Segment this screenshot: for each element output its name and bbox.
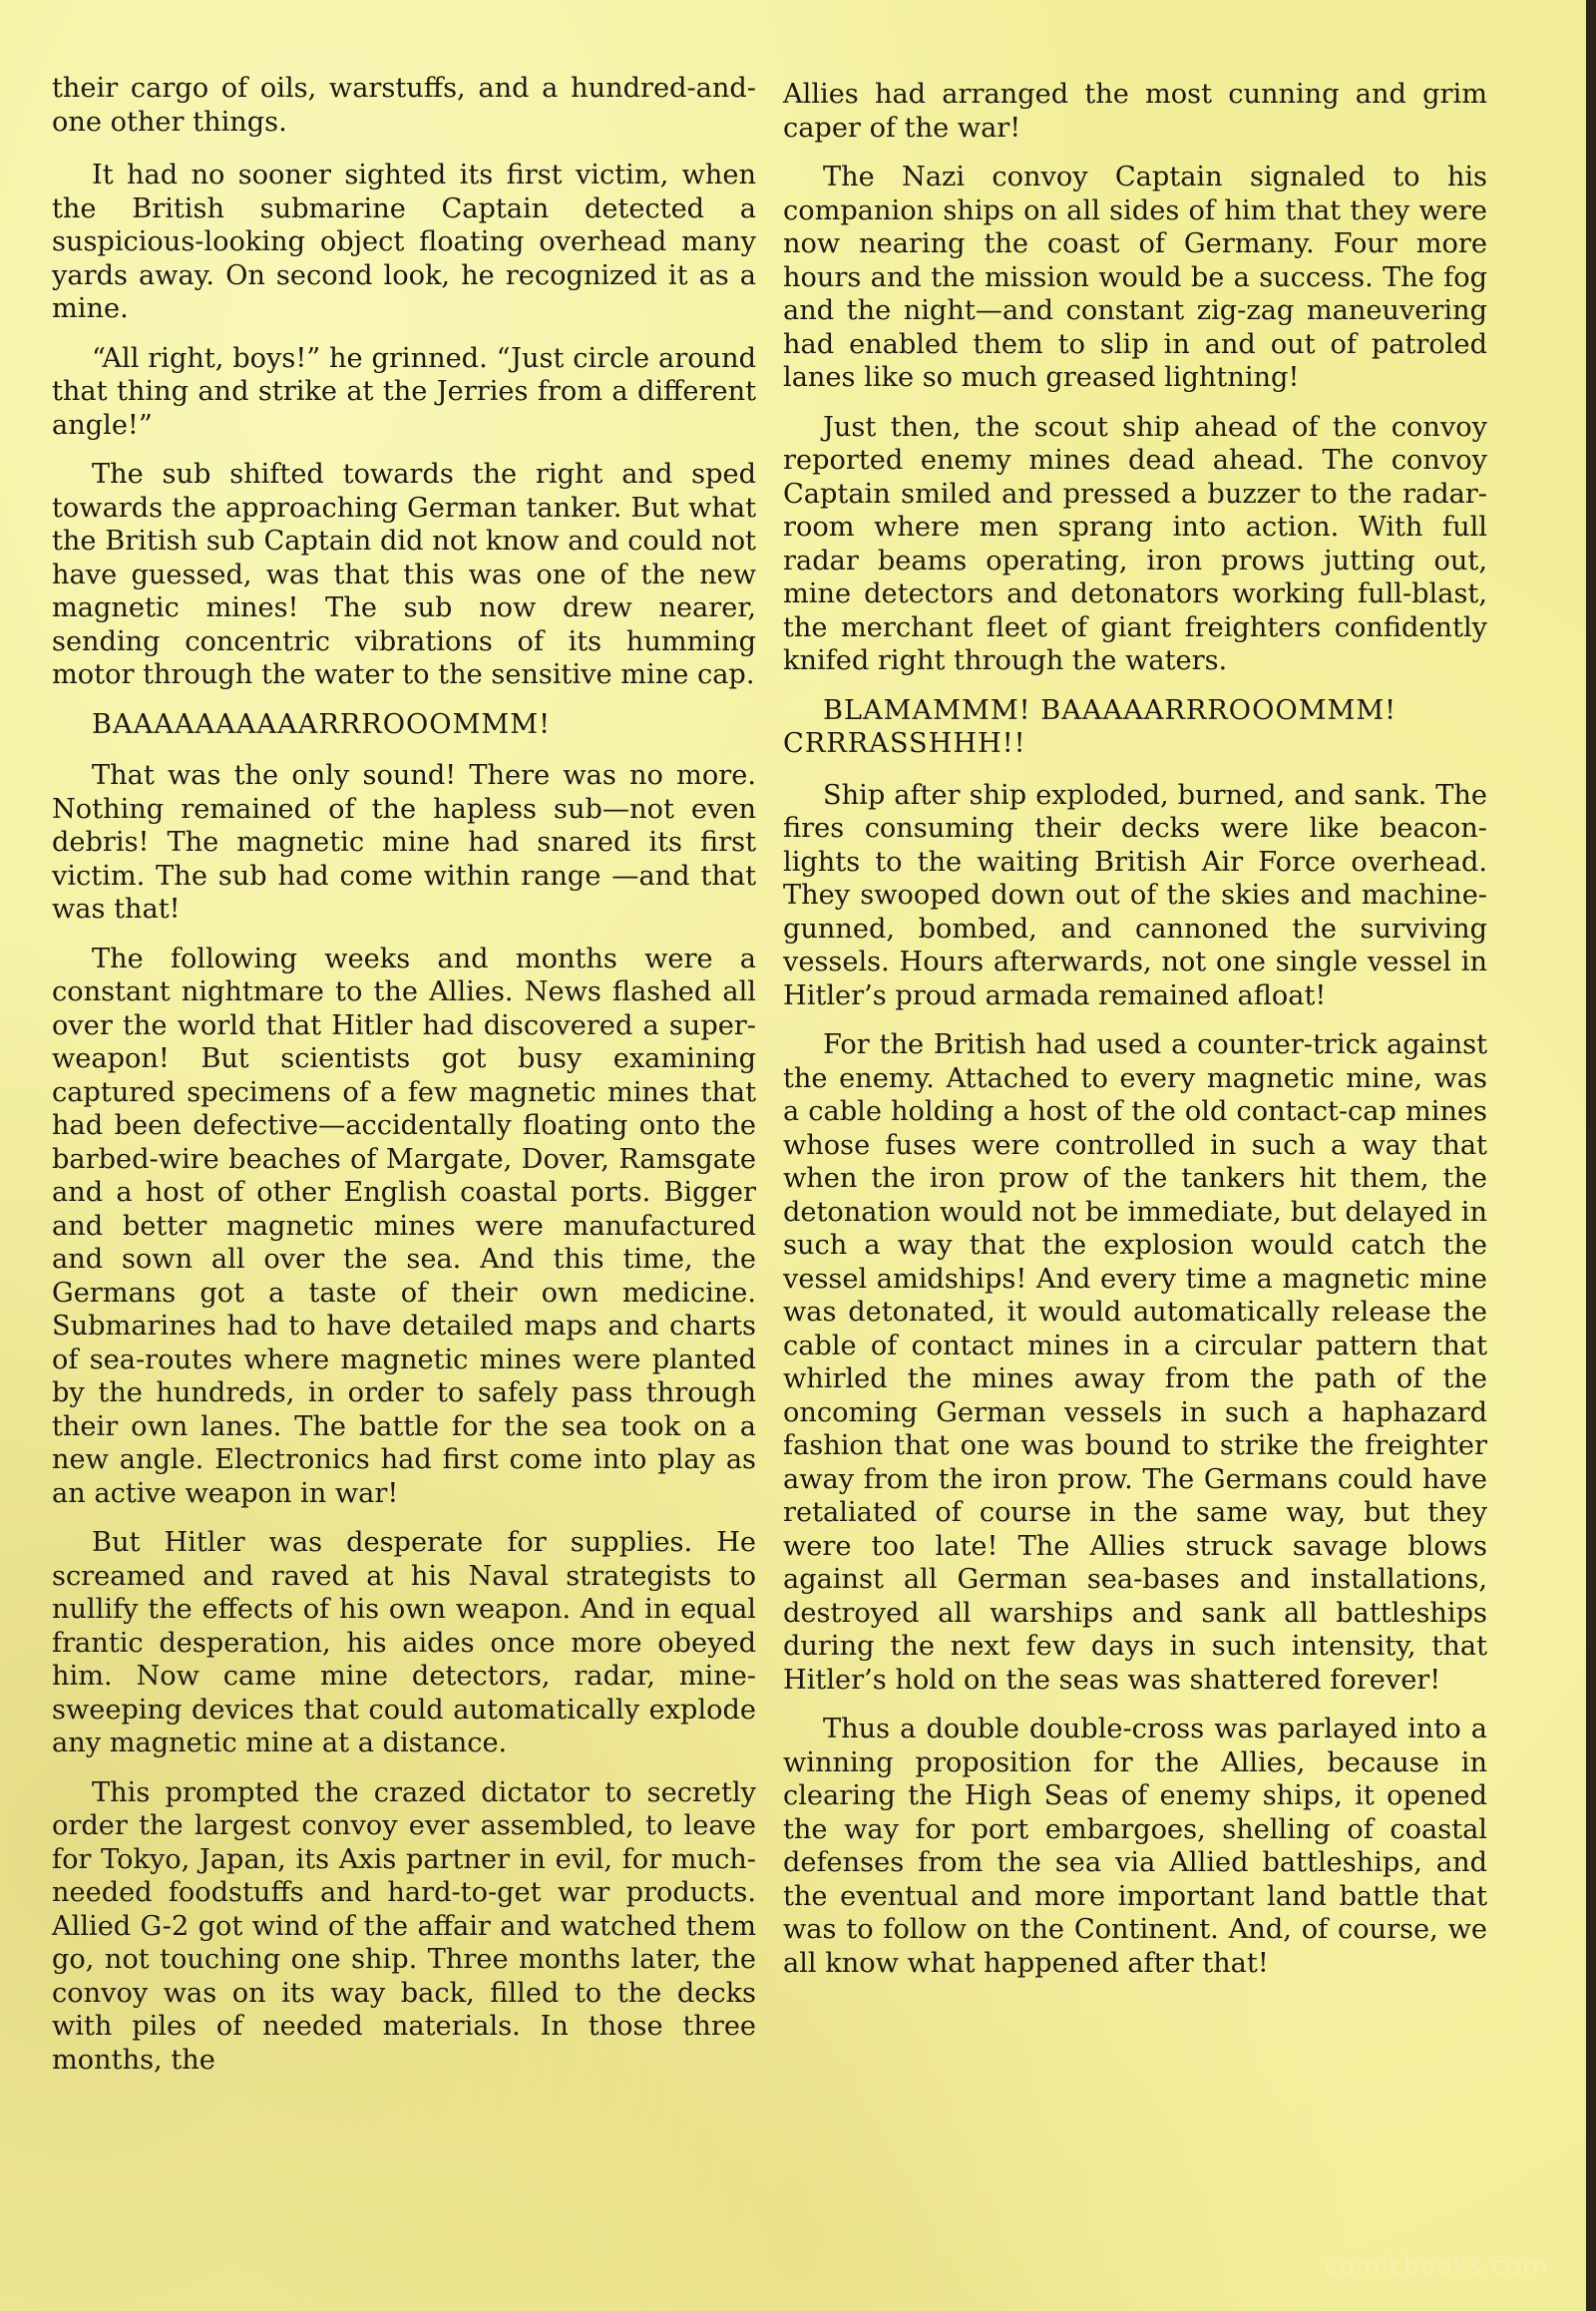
paragraph-following-weeks: The following weeks and months were a constant nightmare to the Allies. News flashed all over the world that Hitler had discovered a super-weapon! But scientists got busy examining captured specimens of a few magnetic mines that had been defective—accidentally floating onto the barbed-wire beaches of Margate, Dover, Ramsgate and a host of other English coastal ports. Bigger and better magnetic mines were manufactured and sown all over the sea. And this time, the Germans got a taste of their own medicine. Submarines had to have detailed maps and charts of sea-routes where magnetic mines were planted by the hundreds, in order to safely pass through their own lanes. The battle for the sea took on a new angle. Electronics had first come into play as an active weapon in war! (52, 943, 756, 1509)
paragraph-cargo-continuation: their cargo of oils, warstuffs, and a hundred-and-one other things. (52, 73, 756, 138)
site-watermark: comicbooks.com (1324, 2251, 1548, 2281)
left-text-column (52, 72, 756, 2093)
paragraph-first-victim: It had no sooner sighted its first victim, when the British submarine Captain detected a suspicious-looking object floating overhead many yards away. On second look, he recognized it as a mine. (52, 160, 756, 324)
paragraph-hitler-desperate: But Hitler was desperate for supplies. He screamed and raved at his Naval strategists to nullify the effects of his own weapon. And in equal frantic desperation, his aides once more obeyed him. Now came mine detectors, radar, mine-sweeping devices that could automatically explode any magnetic mine at a distance. (52, 1527, 756, 1758)
paragraph-only-sound: That was the only sound! There was no more. Nothing remained of the hapless sub—not even debris! The magnetic mine had snared its first victim. The sub had come within range —and that was that! (52, 760, 756, 925)
paragraph-scout-ship: Just then, the scout ship ahead of the convoy reported enemy mines dead ahead. The convoy Captain smiled and pressed a buzzer to the radar-room where men sprang into action. With full radar beams operating, iron prows jutting out, mine detectors and detonators working full-blast, the merchant fleet of giant freighters confidently knifed right through the waters. (783, 411, 1487, 676)
paragraph-ships-exploded: Ship after ship exploded, burned, and sank. The fires consuming their decks were like beacon-lights to the waiting British Air Force overhead. They swooped down out of the skies and machine-gunned, bombed, and cannoned the surviving vessels. Hours afterwards, not one single vessel in Hitler’s proud armada remained afloat! (783, 779, 1487, 1011)
sound-effect-explosion: BAAAAAAAAAARRROOOMMM! (92, 708, 552, 740)
sound-effect-blast: BLAMAMMM! BAAAAARRROOOMMM! CRRRASSHHH!! (783, 694, 1397, 759)
paragraph-captain-quote: “All right, boys!” he grinned. “Just circle around that thing and strike at the Jerries from a different angle!” (52, 342, 756, 441)
paragraph-nazi-captain: The Nazi convoy Captain signaled to his companion ships on all sides of him that they were now nearing the coast of Germany. Four more hours and the mission would be a success. The fog and the night—and constant zig-zag maneuvering had enabled them to slip in and out of patroled lanes like so much greased lightning! (783, 162, 1487, 393)
right-text-column (783, 78, 1487, 1996)
paragraph-double-cross: Thus a double double-cross was parlayed into a winning proposition for the Allies, because in clearing the High Seas of enemy ships, it opened the way for port embargoes, shelling of coastal defenses from the sea via Allied battleships, and the eventual and more important land battle that was to follow on the Continent. And, of course, we all know what happened after that! (783, 1714, 1487, 1979)
paragraph-counter-trick: For the British had used a counter-trick against the enemy. Attached to every magnetic mine, was a cable holding a host of the old contact-cap mines whose fuses were controlled in such a way that when the iron prow of the tankers hit them, the detonation would not be immediate, but delayed in such a way that the explosion would catch the vessel amidships! And every time a magnetic mine was detonated, it would automatically release the cable of contact mines in a circular pattern that whirled the mines away from the path of the oncoming German vessels in such a haphazard fashion that one was bound to strike the freighter away from the iron prow. The Germans could have retaliated of course in the same way, but they were too late! The Allies struck savage blows against all German sea-bases and installations, destroyed all warships and sank all battleships during the next few days in such intensity, that Hitler’s hold on the seas was shattered forever! (783, 1029, 1487, 1696)
paragraph-allies-caper: Allies had arranged the most cunning and grim caper of the war! (783, 79, 1487, 144)
paragraph-magnetic-mine: The sub shifted towards the right and sped towards the approaching German tanker. But what the British sub Captain did not know and could not have guessed, was that this was one of the new magnetic mines! The sub now drew nearer, sending concentric vibrations of its humming motor through the water to the sensitive mine cap. (52, 459, 756, 690)
paragraph-secret-convoy: This prompted the crazed dictator to secretly order the largest convoy ever assembled, to leave for Tokyo, Japan, its Axis partner in evil, for much-needed foodstuffs and hard-to-get war products. Allied G-2 got wind of the affair and watched them go, not touching one ship. Three months later, the convoy was on its way back, filled to the decks with piles of needed materials. In those three months, the (52, 1776, 756, 2076)
